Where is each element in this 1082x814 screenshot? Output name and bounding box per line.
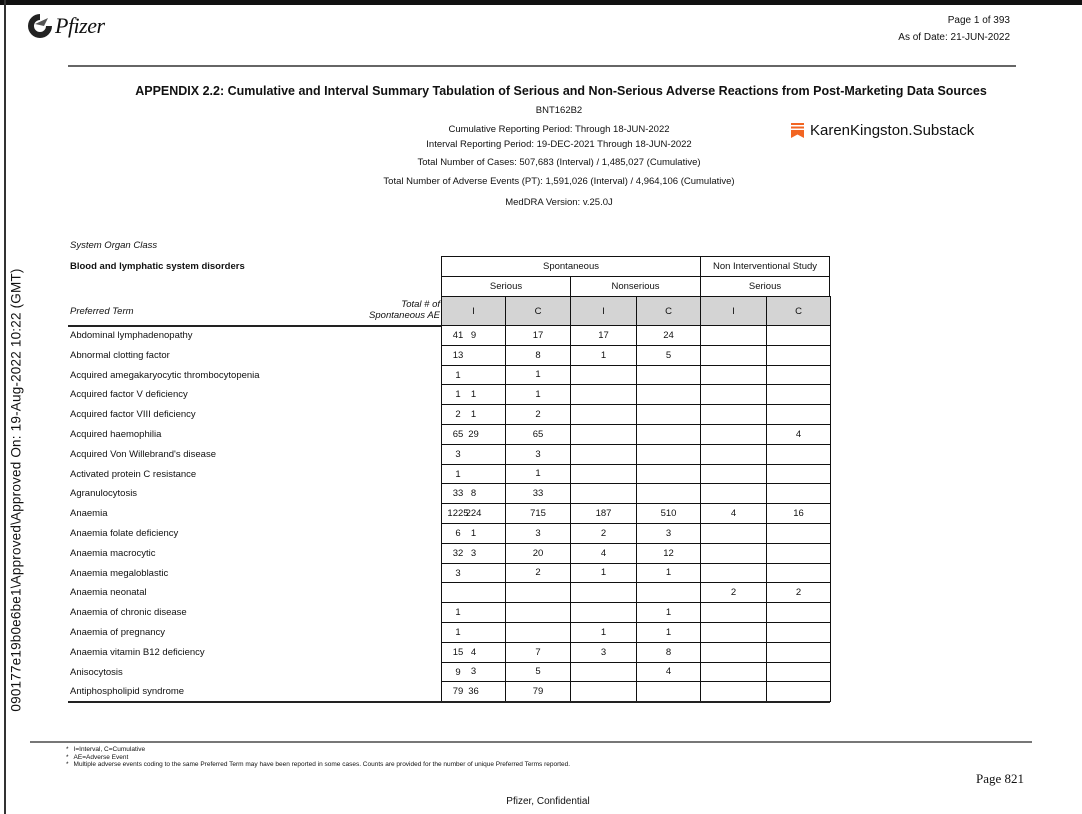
page-of: Page 1 of 393 (947, 15, 1010, 26)
table-cell (700, 622, 767, 643)
table-cell (636, 404, 701, 425)
total-count: 6 (455, 528, 461, 539)
table-cell: 20 (505, 543, 571, 564)
preferred-term: Acquired haemophilia (70, 429, 162, 440)
table-cell: 4 (570, 543, 637, 564)
table-cell (700, 345, 767, 366)
table-row (68, 385, 830, 405)
total-label-line2: Spontaneous AE (369, 310, 440, 321)
table-row (68, 326, 830, 346)
meddra-version: MedDRA Version: v.25.0J (505, 197, 613, 208)
table-cell: 224 (441, 503, 506, 524)
pfizer-logo-icon (26, 12, 54, 40)
table-cell: 24 (636, 325, 701, 346)
table-cell (441, 464, 506, 485)
table-cell (441, 444, 506, 465)
table-cell: 5 (505, 662, 571, 683)
table-cell: 7 (505, 642, 571, 663)
preferred-term: Anaemia of pregnancy (70, 627, 166, 638)
table-cell (505, 622, 571, 643)
soc-name: Blood and lymphatic system disorders (70, 261, 245, 272)
table-cell (766, 602, 831, 623)
preferred-term-label: Preferred Term (70, 306, 134, 317)
table-cell (766, 345, 831, 366)
table-cell: 16 (766, 503, 831, 524)
table-cell: 1 (505, 464, 571, 485)
table-cell: 1 (570, 622, 637, 643)
table-row (68, 643, 830, 663)
footnote: * Multiple adverse events coding to the same Preferred Term may have been reported in some cases. Counts are provided for the number of unique Preferred Terms reported. (66, 761, 570, 769)
total-count: 9 (455, 666, 461, 678)
table-cell (570, 464, 637, 485)
total-count: 3 (455, 448, 461, 460)
table-cell: 1 (636, 602, 701, 623)
table-cell (570, 444, 637, 465)
table-cell: 1 (505, 365, 571, 386)
preferred-term: Antiphospholipid syndrome (70, 686, 185, 698)
table-cell (700, 444, 767, 465)
total-count: 2 (455, 409, 461, 421)
table-cell (700, 662, 767, 683)
table-cell (570, 681, 637, 702)
table-row (68, 524, 830, 544)
table-cell: 3 (505, 444, 571, 465)
table-cell: 1 (570, 345, 637, 366)
table-cell (766, 543, 831, 564)
total-count: 41 (452, 330, 464, 341)
total-count: 32 (452, 547, 464, 559)
table-row (68, 425, 830, 445)
table-row (68, 583, 830, 603)
preferred-term: Acquired factor V deficiency (70, 389, 188, 401)
table-cell: 17 (570, 325, 637, 346)
page-number: Page 821 (975, 771, 1024, 786)
footnote: * AE=Adverse Event (66, 754, 570, 762)
table-cell (636, 424, 701, 445)
table-row (68, 544, 830, 564)
table-row (68, 663, 830, 683)
table-row (68, 484, 830, 504)
table-cell: 65 (505, 424, 571, 445)
table-cell: 8 (505, 345, 571, 366)
table-cell: 2 (505, 404, 571, 425)
header-nis-serious: Serious (700, 276, 830, 297)
table-cell: 33 (505, 483, 571, 504)
table-cell: 29 (441, 424, 506, 445)
header-col-cumulative: C (505, 296, 571, 326)
table-cell (570, 602, 637, 623)
preferred-term: Acquired amegakaryocytic thrombocytopenia (70, 369, 260, 381)
table-cell (766, 523, 831, 544)
cumulative-period: Cumulative Reporting Period: Through 18-JUN-2022 (448, 124, 670, 135)
preferred-term: Anaemia megaloblastic (70, 567, 169, 579)
preferred-term: Anaemia of chronic disease (70, 607, 187, 619)
table-cell (505, 582, 571, 603)
table-cell (441, 582, 506, 603)
preferred-term: Activated protein C resistance (70, 468, 197, 480)
table-cell (441, 622, 506, 643)
watermark-text: KarenKingston.Substack (810, 122, 975, 139)
table-cell (766, 483, 831, 504)
total-events: Total Number of Adverse Events (PT): 1,591,026 (Interval) / 4,964,106 (Cumulative) (383, 176, 735, 187)
table-row (68, 366, 830, 386)
table-row (68, 465, 830, 485)
table-cell: 1 (441, 404, 506, 425)
table-cell (700, 464, 767, 485)
preferred-term: Anaemia neonatal (70, 587, 147, 599)
header-col-cumulative: C (766, 296, 831, 326)
table-bottom-rule (68, 701, 830, 703)
table-cell (700, 384, 767, 405)
table-cell: 8 (441, 483, 506, 504)
preferred-term: Acquired factor VIII deficiency (70, 409, 196, 421)
table-cell (766, 365, 831, 386)
table-cell (636, 464, 701, 485)
table-cell: 3 (636, 523, 701, 544)
table-cell (700, 404, 767, 425)
table-cell: 2 (505, 563, 571, 584)
table-cell (570, 384, 637, 405)
table-row (68, 504, 830, 524)
table-cell (700, 602, 767, 623)
table-cell: 3 (505, 523, 571, 544)
total-count: 33 (452, 488, 464, 500)
table-cell (441, 365, 506, 386)
preferred-term: Anisocytosis (70, 666, 123, 678)
table-cell: 2 (570, 523, 637, 544)
preferred-term: Anaemia vitamin B12 deficiency (70, 646, 205, 658)
table-row (68, 445, 830, 465)
table-cell (636, 384, 701, 405)
total-count: 13 (452, 349, 464, 361)
table-cell (441, 602, 506, 623)
header-col-cumulative: C (636, 296, 701, 326)
approval-stamp: 090177e19b0e6be1\Approved\Approved On: 19-Aug-2022 10:22 (GMT) (8, 268, 24, 712)
total-count: 1 (455, 468, 461, 480)
table-cell (766, 325, 831, 346)
interval-period: Interval Reporting Period: 19-DEC-2021 Through 18-JUN-2022 (426, 139, 692, 150)
total-count: 3 (455, 567, 461, 579)
table-cell: 4 (441, 642, 506, 663)
table-row (68, 682, 830, 702)
total-label (350, 299, 440, 321)
table-cell: 2 (700, 582, 767, 603)
document-title: APPENDIX 2.2: Cumulative and Interval Summary Tabulation of Serious and Non-Serious Adverse Reactions from Post-Marketing Data Sources (135, 84, 987, 98)
table-cell: 1 (570, 563, 637, 584)
total-count: 1 (455, 627, 461, 638)
table-cell (766, 563, 831, 584)
table-cell (636, 483, 701, 504)
table-cell (766, 384, 831, 405)
pfizer-logo (26, 12, 105, 40)
preferred-term: Agranulocytosis (70, 488, 138, 500)
table-cell: 715 (505, 503, 571, 524)
preferred-term: Anaemia (70, 508, 108, 520)
table-cell (766, 642, 831, 663)
total-count: 1 (455, 389, 461, 401)
table-cell (700, 523, 767, 544)
table-cell (766, 662, 831, 683)
header-col-interval: I (700, 296, 767, 326)
table-cell: 3 (570, 642, 637, 663)
total-count: 1225 (447, 508, 469, 520)
table-cell (700, 424, 767, 445)
top-border (0, 0, 1082, 5)
table-cell (700, 325, 767, 346)
table-cell (636, 365, 701, 386)
total-count: 65 (452, 429, 464, 440)
footer-divider (30, 741, 1032, 743)
table-cell (700, 365, 767, 386)
table-cell: 8 (636, 642, 701, 663)
preferred-term: Anaemia folate deficiency (70, 528, 179, 539)
table-cell: 9 (441, 325, 506, 346)
total-count: 79 (452, 686, 464, 698)
table-row (68, 346, 830, 366)
table-cell (570, 582, 637, 603)
table-cell (570, 404, 637, 425)
table-cell (766, 681, 831, 702)
page-info (898, 12, 1010, 46)
table-cell: 187 (570, 503, 637, 524)
table-cell: 1 (441, 523, 506, 544)
table-cell: 4 (766, 424, 831, 445)
preferred-term: Anaemia macrocytic (70, 547, 156, 559)
table-cell (700, 681, 767, 702)
as-of-date: As of Date: 21-JUN-2022 (898, 32, 1010, 43)
table-cell: 3 (441, 543, 506, 564)
table-cell (570, 365, 637, 386)
table-row (68, 603, 830, 623)
header-nis: Non Interventional Study (700, 256, 830, 277)
table-cell (636, 681, 701, 702)
left-border (4, 0, 6, 814)
table-row (68, 564, 830, 584)
table-cell (636, 582, 701, 603)
header-divider (68, 65, 1016, 67)
total-count: 1 (455, 369, 461, 381)
preferred-term: Abdominal lymphadenopathy (70, 330, 193, 341)
table-cell: 12 (636, 543, 701, 564)
table-cell (700, 483, 767, 504)
table-cell (441, 563, 506, 584)
total-count: 1 (455, 607, 461, 619)
table-cell: 36 (441, 681, 506, 702)
preferred-term: Acquired Von Willebrand's disease (70, 448, 216, 460)
table-cell: 510 (636, 503, 701, 524)
table-cell: 5 (636, 345, 701, 366)
confidential-label: Pfizer, Confidential (506, 796, 590, 807)
header-col-interval: I (441, 296, 506, 326)
table-cell: 4 (636, 662, 701, 683)
table-cell (766, 404, 831, 425)
table-row (68, 405, 830, 425)
table-cell (441, 345, 506, 366)
footnotes (66, 746, 570, 769)
table-cell: 17 (505, 325, 571, 346)
header-serious: Serious (441, 276, 571, 297)
table-cell: 4 (700, 503, 767, 524)
table-cell (570, 662, 637, 683)
total-count: 15 (452, 646, 464, 658)
substack-watermark (791, 122, 974, 139)
table-cell (700, 642, 767, 663)
table-cell (766, 622, 831, 643)
table-cell (766, 464, 831, 485)
header-col-interval: I (570, 296, 637, 326)
table-cell: 1 (505, 384, 571, 405)
total-label-line1: Total # of (401, 299, 440, 310)
header-spontaneous: Spontaneous (441, 256, 701, 277)
table-cell: 1 (636, 563, 701, 584)
table-cell: 3 (441, 662, 506, 683)
table-cell (766, 444, 831, 465)
table-row (68, 623, 830, 643)
table-cell (700, 543, 767, 564)
product-name: BNT162B2 (535, 105, 583, 116)
table-cell: 1 (441, 384, 506, 405)
table-cell (700, 563, 767, 584)
header-nonserious: Nonserious (570, 276, 701, 297)
logo-text: Pfizer (55, 13, 105, 38)
table-cell (570, 483, 637, 504)
substack-icon (791, 123, 804, 138)
footnote: * I=Interval, C=Cumulative (66, 746, 570, 754)
table-cell: 79 (505, 681, 571, 702)
table-cell (570, 424, 637, 445)
table-cell (505, 602, 571, 623)
preferred-term: Abnormal clotting factor (70, 349, 170, 361)
soc-label: System Organ Class (70, 240, 158, 251)
table-cell: 1 (636, 622, 701, 643)
table-cell: 2 (766, 582, 831, 603)
table-cell (636, 444, 701, 465)
total-cases: Total Number of Cases: 507,683 (Interval) / 1,485,027 (Cumulative) (417, 157, 701, 168)
